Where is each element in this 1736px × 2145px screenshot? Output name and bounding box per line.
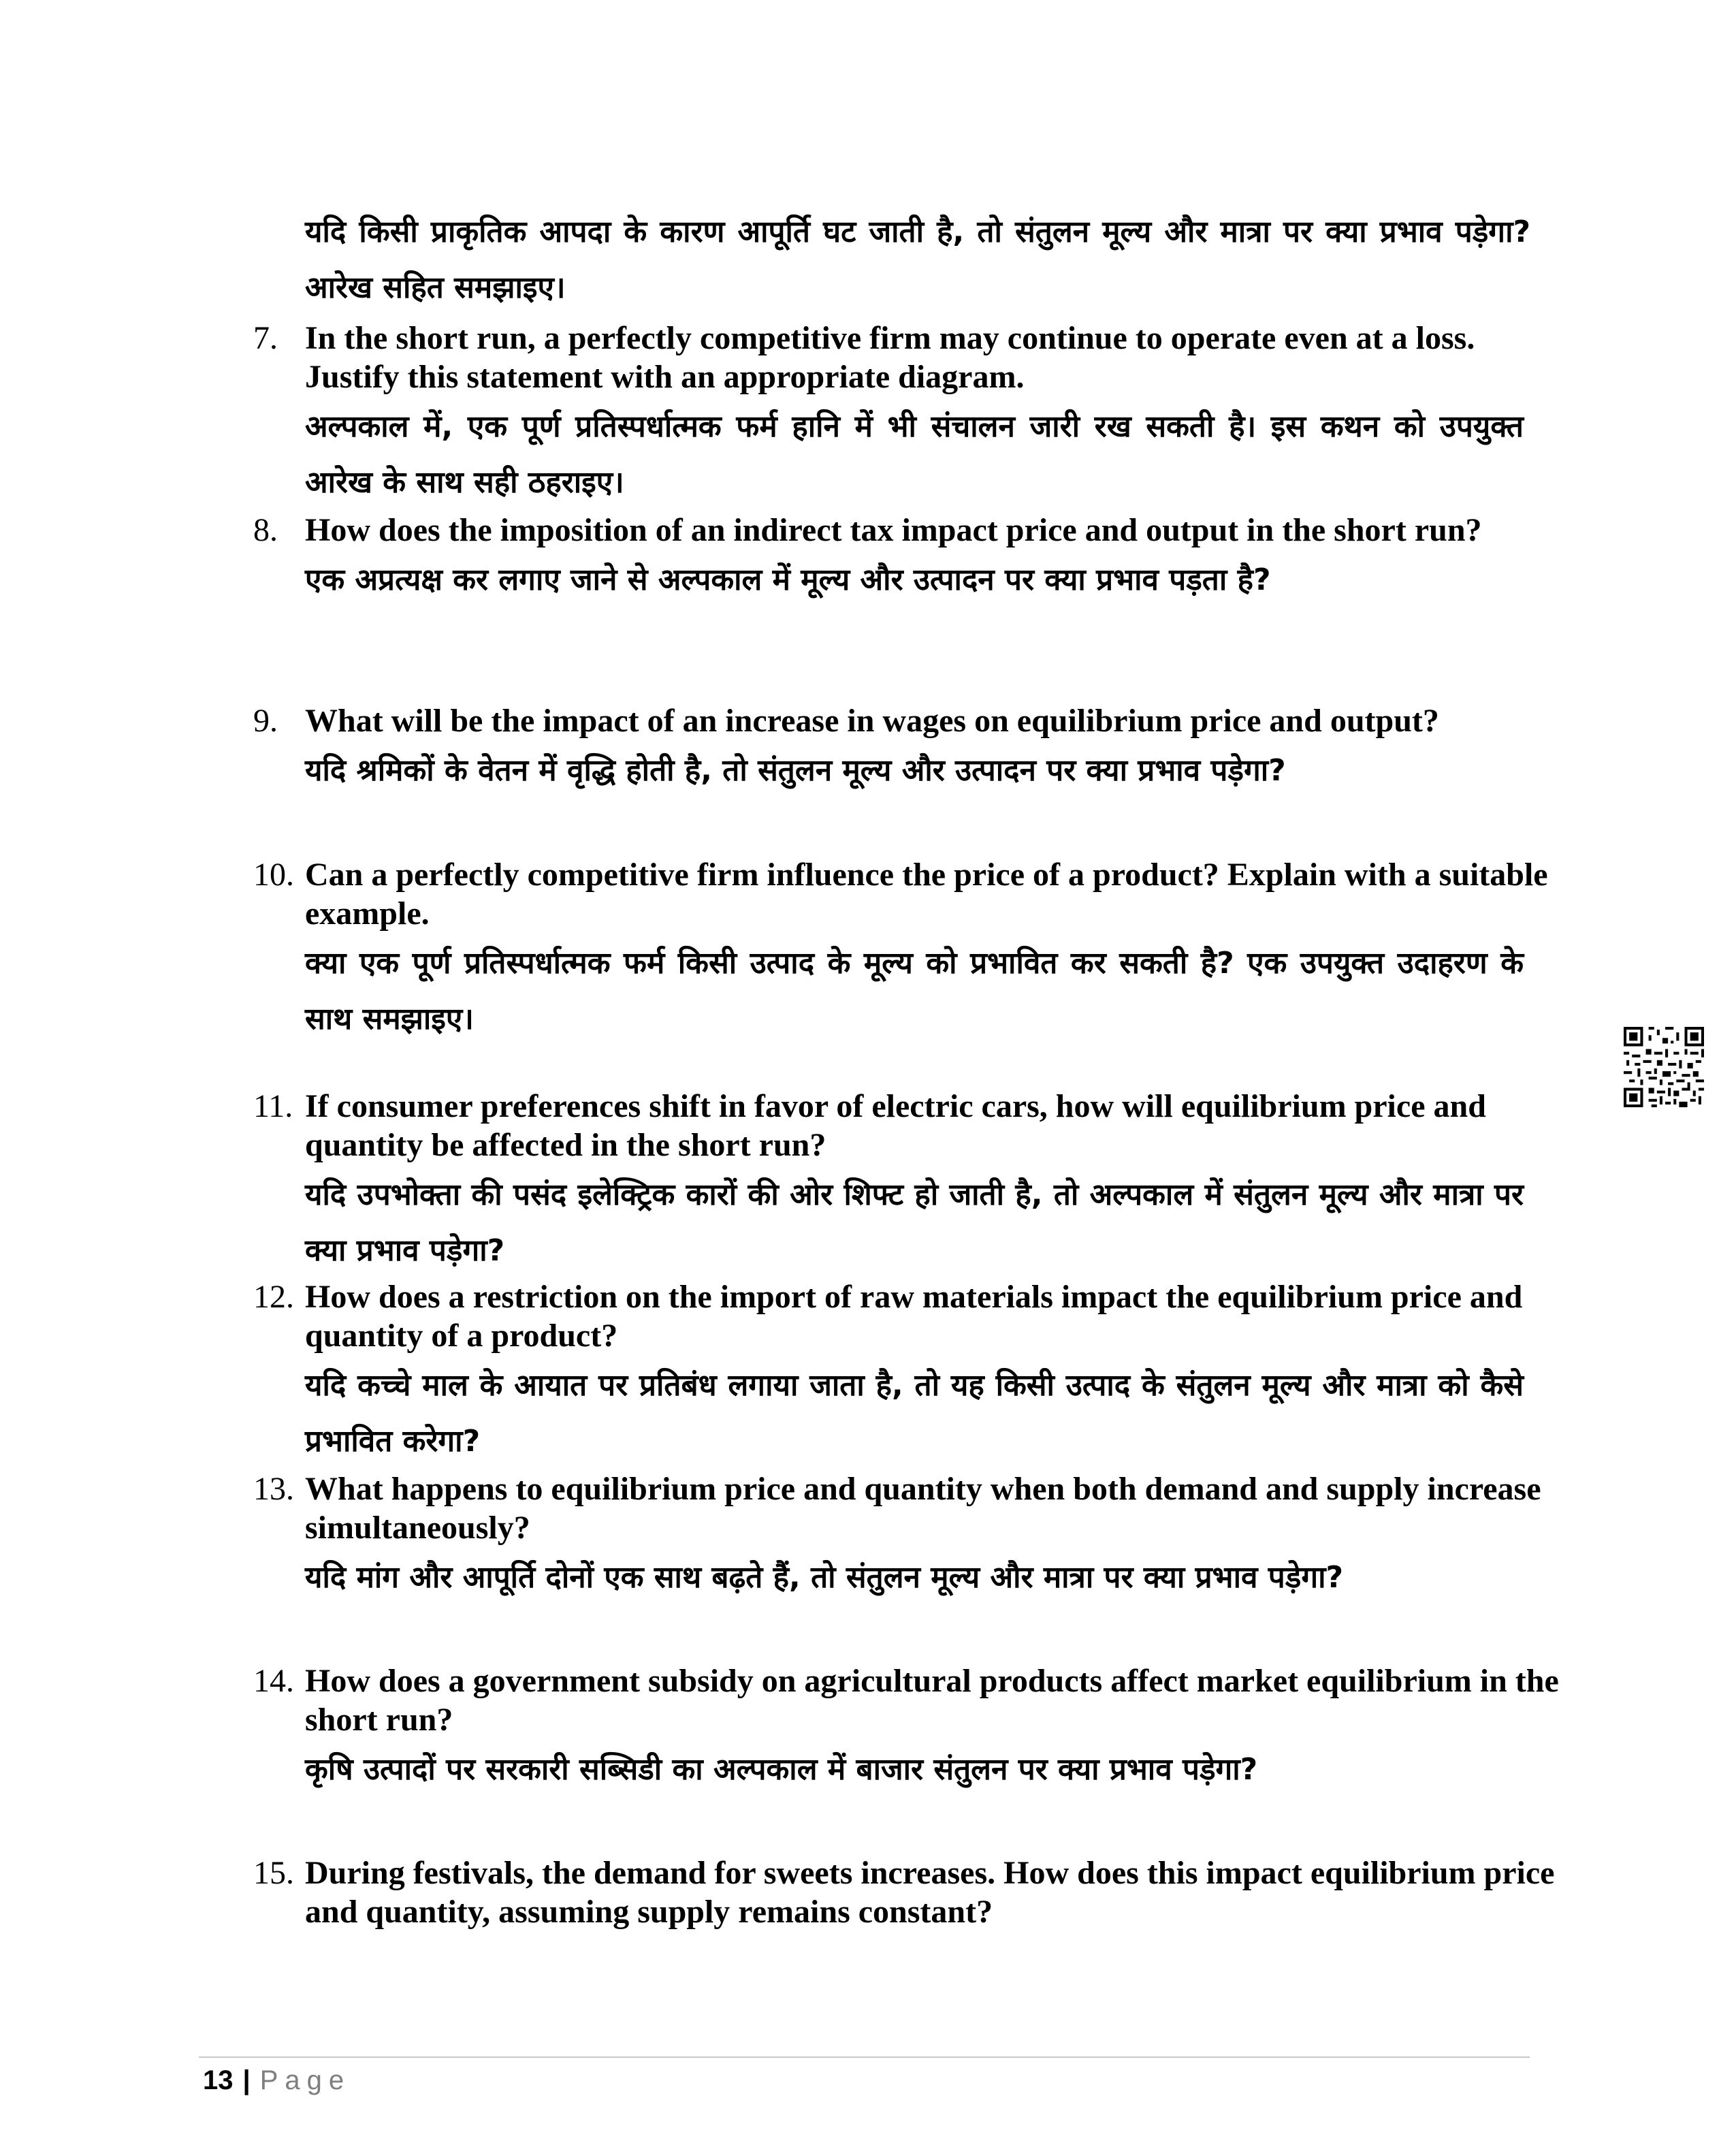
question-hindi: यदि मांग और आपूर्ति दोनों एक साथ बढ़ते हैं, तो संतुलन मूल्य और मात्रा पर क्या प्रभाव पड़ेगा? [305,1560,1344,1595]
question-hindi: अल्पकाल में, एक पूर्ण प्रतिस्पर्धात्मक फर्म हानि में भी संचालन जारी रख सकती है। इस कथन को उपयुक्त आरेख के साथ सही ठहराइए। [305,409,1524,500]
question-number: 11. [253,1088,293,1124]
question-9 [253,701,1560,799]
question-english: In the short run, a perfectly competitive firm may continue to operate even at a loss. Justify this statement with an appropriate diagram. [305,320,1475,395]
question-14 [253,1662,1560,1798]
question-11 [253,1087,1560,1279]
question-hindi: यदि श्रमिकों के वेतन में वृद्धि होती है, तो संतुलन मूल्य और उत्पादन पर क्या प्रभाव पड़ेगा? [305,753,1286,788]
question-12 [253,1277,1560,1469]
intro-hindi-text: यदि किसी प्राकृतिक आपदा के कारण आपूर्ति घट जाती है, तो संतुलन मूल्य और मात्रा पर क्या प्रभाव पड़ेगा? आरेख सहित समझाइए। [305,214,1530,305]
question-15 [253,1854,1560,1931]
question-english: How does a restriction on the import of raw materials impact the equilibrium price and quantity of a product? [305,1279,1523,1354]
question-8 [253,511,1560,608]
question-english: If consumer preferences shift in favor of electric cars, how will equilibrium price and quantity be affected in the short run? [305,1088,1486,1163]
question-number: 14. [253,1663,294,1699]
question-number: 8. [253,512,278,548]
question-hindi: कृषि उत्पादों पर सरकारी सब्सिडी का अल्पकाल में बाजार संतुलन पर क्या प्रभाव पड़ेगा? [305,1752,1258,1787]
page-number: 13 [203,2065,234,2095]
question-10 [253,855,1560,1047]
question-english: How does the imposition of an indirect tax impact price and output in the short run? [305,512,1482,548]
question-13 [253,1469,1560,1606]
question-number: 15. [253,1855,294,1891]
question-english: How does a government subsidy on agricultural products affect market equilibrium in the short run? [305,1663,1559,1738]
question-number: 9. [253,703,278,739]
question-hindi: यदि कच्चे माल के आयात पर प्रतिबंध लगाया जाता है, तो यह किसी उत्पाद के संतुलन मूल्य और मात्रा को कैसे प्रभावित करेगा? [305,1368,1524,1459]
question-number: 7. [253,320,278,356]
question-number: 12. [253,1279,294,1315]
question-english: Can a perfectly competitive firm influence the price of a product? Explain with a suitable example. [305,857,1548,932]
question-number: 13. [253,1471,294,1507]
question-hindi: क्या एक पूर्ण प्रतिस्पर्धात्मक फर्म किसी उत्पाद के मूल्य को प्रभावित कर सकती है? एक उपयुक्त उदाहरण के साथ समझाइए। [305,946,1524,1036]
question-english: During festivals, the demand for sweets increases. How does this impact equilibrium price and quantity, assuming supply remains constant? [305,1855,1555,1930]
question-number: 10. [253,857,294,893]
question-7 [253,319,1560,511]
question-hindi: यदि उपभोक्ता की पसंद इलेक्ट्रिक कारों की ओर शिफ्ट हो जाती है, तो अल्पकाल में संतुलन मूल्य और मात्रा पर क्या प्रभाव पड़ेगा? [305,1177,1524,1268]
page-footer [203,2063,351,2097]
qr-code-icon [1624,1027,1704,1107]
footer-divider [199,2056,1530,2058]
question-english: What happens to equilibrium price and quantity when both demand and supply increase simultaneously? [305,1471,1541,1546]
footer-separator: | [242,2065,251,2095]
question-hindi: एक अप्रत्यक्ष कर लगाए जाने से अल्पकाल में मूल्य और उत्पादन पर क्या प्रभाव पड़ता है? [305,562,1271,597]
page-label: Page [259,2065,351,2095]
question-english: What will be the impact of an increase in wages on equilibrium price and output? [305,703,1439,739]
